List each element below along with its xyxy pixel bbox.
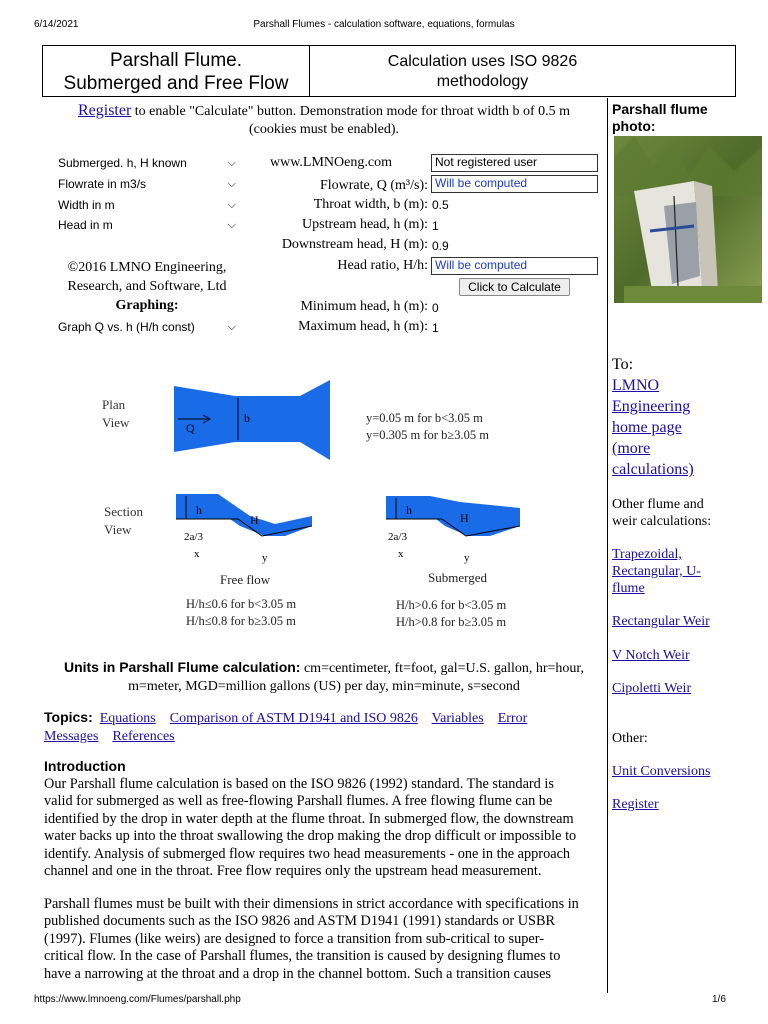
other-flume-label <box>612 496 762 530</box>
home-link-line: home page <box>612 419 682 436</box>
plan-view-shape <box>174 380 330 460</box>
trapezoidal-flume-link[interactable] <box>612 546 762 597</box>
flume-link-line: Rectangular, U- <box>612 564 701 579</box>
rectangular-weir-link[interactable]: Rectangular Weir <box>612 614 710 629</box>
flume-photo <box>614 136 762 303</box>
home-link-line: Engineering <box>612 398 691 415</box>
unit-conversions-link[interactable]: Unit Conversions <box>612 764 711 779</box>
sub-2a3-label: 2a/3 <box>388 531 407 543</box>
free-flow-caption: Free flow <box>220 572 271 587</box>
intro-p2-line: Parshall flumes must be built with their dimensions in strict accordance with specifications in <box>44 896 579 912</box>
downstream-head-label: Downstream head, H (m): <box>281 237 428 252</box>
q-label: Q <box>186 421 195 435</box>
photo-title <box>612 101 708 135</box>
site-name: www.LMNOeng.com <box>270 155 392 170</box>
flow-units-select[interactable] <box>54 175 240 193</box>
topic-link-equations[interactable]: Equations <box>99 711 156 726</box>
free-y-label: y <box>262 552 268 564</box>
title-line-2: Submerged and Free Flow <box>63 73 289 94</box>
y-note-1: y=0.05 m for b<3.05 m <box>366 411 483 425</box>
min-head-input[interactable]: 0 <box>432 301 439 315</box>
upstream-head-input[interactable]: 1 <box>432 219 439 233</box>
user-status-field: Not registered user <box>431 154 598 172</box>
section-view-label: View <box>104 522 132 537</box>
units-text-2: m=meter, MGD=million gallons (US) per day, min=minute, s=second <box>128 679 520 694</box>
section-label: Section <box>104 504 143 519</box>
flowrate-label: Flowrate, Q (m³/s): <box>319 178 428 193</box>
register-notice-text: to enable "Calculate" button. Demonstration mode for throat width b of 0.5 m <box>131 104 571 119</box>
copyright-line-1: ©2016 LMNO Engineering, <box>67 260 227 275</box>
print-page-number: 1/6 <box>712 994 726 1005</box>
submerged-caption: Submerged <box>428 570 487 585</box>
free-x-label: x <box>194 548 200 560</box>
y-note-2: y=0.305 m for b≥3.05 m <box>366 428 489 442</box>
min-head-label: Minimum head, h (m): <box>300 299 428 314</box>
free-cond-1: H/h≤0.6 for b<3.05 m <box>186 597 297 611</box>
topic-link-variables[interactable]: Variables <box>431 711 484 726</box>
throat-width-input[interactable]: 0.5 <box>432 198 449 212</box>
other-label: Other: <box>612 731 648 746</box>
sub-h-label: h <box>406 503 412 517</box>
method-line-2: methodology <box>436 73 529 90</box>
head-ratio-label: Head ratio, H/h: <box>337 258 428 273</box>
intro-heading: Introduction <box>44 758 126 774</box>
chevron-down-icon: ⌵ <box>227 199 236 211</box>
flowrate-output: Will be computed <box>431 175 598 193</box>
topic-link-comparison[interactable]: Comparison of ASTM D1941 and ISO 9826 <box>169 711 418 726</box>
mode-select-value: Submerged. h, H known <box>58 156 187 170</box>
sidebar-register-link[interactable]: Register <box>612 797 659 812</box>
max-head-label: Maximum head, h (m): <box>298 319 428 334</box>
intro-p2-line: published documents such as the ISO 9826 and ASTM D1941 (1991) standards or USBR <box>44 913 556 930</box>
free-h-label: h <box>196 503 202 517</box>
plan-label: Plan <box>102 397 126 412</box>
head-units-select[interactable] <box>54 216 240 234</box>
topic-link-messages[interactable]: Messages <box>44 729 99 744</box>
intro-p2-line: critical flow. In the case of Parshall flumes, the transition is caused by designing flumes to <box>44 948 561 965</box>
copyright-line-2: Research, and Software, Ltd <box>67 279 227 294</box>
copyright <box>44 258 250 315</box>
intro-p1-line: channel and one in the throat. Free flow requires only the upstream head measurement. <box>44 863 542 880</box>
intro-p1-line: identified by the drop in water depth at the flume throat. In submerged flow, the downstream <box>44 810 574 827</box>
calculate-button[interactable]: Click to Calculate <box>459 278 570 296</box>
method-line-1: Calculation uses ISO 9826 <box>387 53 578 70</box>
flume-link-line: flume <box>612 581 645 596</box>
intro-paragraph-1 <box>44 776 604 880</box>
print-date: 6/14/2021 <box>34 19 79 30</box>
graph-select[interactable] <box>54 318 240 336</box>
print-url: https://www.lmnoeng.com/Flumes/parshall.php <box>34 994 241 1005</box>
mode-select[interactable] <box>54 154 240 172</box>
free-2a3-label: 2a/3 <box>184 531 203 543</box>
home-link-line: calculations) <box>612 461 694 478</box>
cookies-note: (cookies must be enabled). <box>248 122 400 137</box>
head-units-value: Head in m <box>58 218 113 232</box>
chevron-down-icon: ⌵ <box>227 219 236 231</box>
upstream-head-label: Upstream head, h (m): <box>302 217 428 232</box>
chevron-down-icon: ⌵ <box>227 178 236 190</box>
photo-title-line-1: Parshall flume <box>612 101 708 117</box>
free-cond-2: H/h≤0.8 for b≥3.05 m <box>186 614 296 628</box>
topic-link-error[interactable]: Error <box>497 711 528 726</box>
plan-view-label: View <box>102 415 130 430</box>
topic-link-references[interactable]: References <box>112 729 175 744</box>
width-units-value: Width in m <box>58 198 115 212</box>
free-H-label: H <box>250 513 259 527</box>
topics-heading: Topics: <box>44 709 93 725</box>
b-label: b <box>244 411 250 425</box>
width-units-select[interactable] <box>54 196 240 214</box>
method-box <box>309 45 736 97</box>
units-heading: Units in Parshall Flume calculation: <box>63 659 301 675</box>
sidebar-divider <box>607 98 608 993</box>
graph-select-value: Graph Q vs. h (H/h const) <box>58 320 195 334</box>
cipoletti-weir-link[interactable]: Cipoletti Weir <box>612 681 692 696</box>
intro-p2-line: (1997). Flumes (like weirs) are designed to force a transition from sub-critical to super- <box>44 930 544 947</box>
page-title <box>42 45 310 97</box>
intro-p1-line: valid for submerged as well as free-flowing Parshall flumes. A free flowing flume can be <box>44 793 553 810</box>
sub-cond-1: H/h>0.6 for b<3.05 m <box>396 598 507 612</box>
intro-paragraph-2 <box>44 896 604 983</box>
graphing-label: Graphing: <box>115 298 179 313</box>
units-text-1: cm=centimeter, ft=foot, gal=U.S. gallon, hr=hour, <box>300 661 585 676</box>
max-head-input[interactable]: 1 <box>432 321 439 335</box>
other-flume-line: weir calculations: <box>612 514 712 529</box>
intro-p1-line: identify. Analysis of submerged flow requires two head measurements - one in the approach <box>44 845 571 862</box>
throat-width-label: Throat width, b (m): <box>313 197 428 212</box>
register-link[interactable]: Register <box>77 102 132 119</box>
home-page-link[interactable] <box>612 375 762 480</box>
sub-x-label: x <box>398 548 404 560</box>
flume-link-line: Trapezoidal, <box>612 547 682 562</box>
to-label: To: <box>612 356 634 373</box>
sub-cond-2: H/h>0.8 for b≥3.05 m <box>396 615 507 629</box>
home-link-line: LMNO <box>612 377 660 394</box>
units-section <box>44 658 604 696</box>
topics-nav <box>44 708 604 746</box>
chevron-down-icon: ⌵ <box>227 157 236 169</box>
photo-title-line-2: photo: <box>612 118 656 134</box>
title-line-1: Parshall Flume. <box>110 50 242 71</box>
other-flume-line: Other flume and <box>612 497 704 512</box>
flume-diagram <box>90 376 550 638</box>
intro-p2-line: have a narrowing at the throat and a drop in the channel bottom. Such a transition causes <box>44 965 551 982</box>
home-link-line: (more <box>612 440 651 457</box>
intro-p1-line: Our Parshall flume calculation is based on the ISO 9826 (1992) standard. The standard is <box>44 776 554 792</box>
flow-units-value: Flowrate in m3/s <box>58 177 147 191</box>
vnotch-weir-link[interactable]: V Notch Weir <box>612 648 690 663</box>
head-ratio-output: Will be computed <box>431 257 598 275</box>
register-notice <box>44 102 604 139</box>
chevron-down-icon: ⌵ <box>227 321 236 333</box>
sub-y-label: y <box>464 552 470 564</box>
print-doc-title: Parshall Flumes - calculation software, equations, formulas <box>253 19 515 30</box>
intro-p1-line: water backs up into the throat swallowing the drop making the drop difficult or impossible to <box>44 828 577 845</box>
downstream-head-input[interactable]: 0.9 <box>432 239 449 253</box>
sub-H-label: H <box>460 511 469 525</box>
